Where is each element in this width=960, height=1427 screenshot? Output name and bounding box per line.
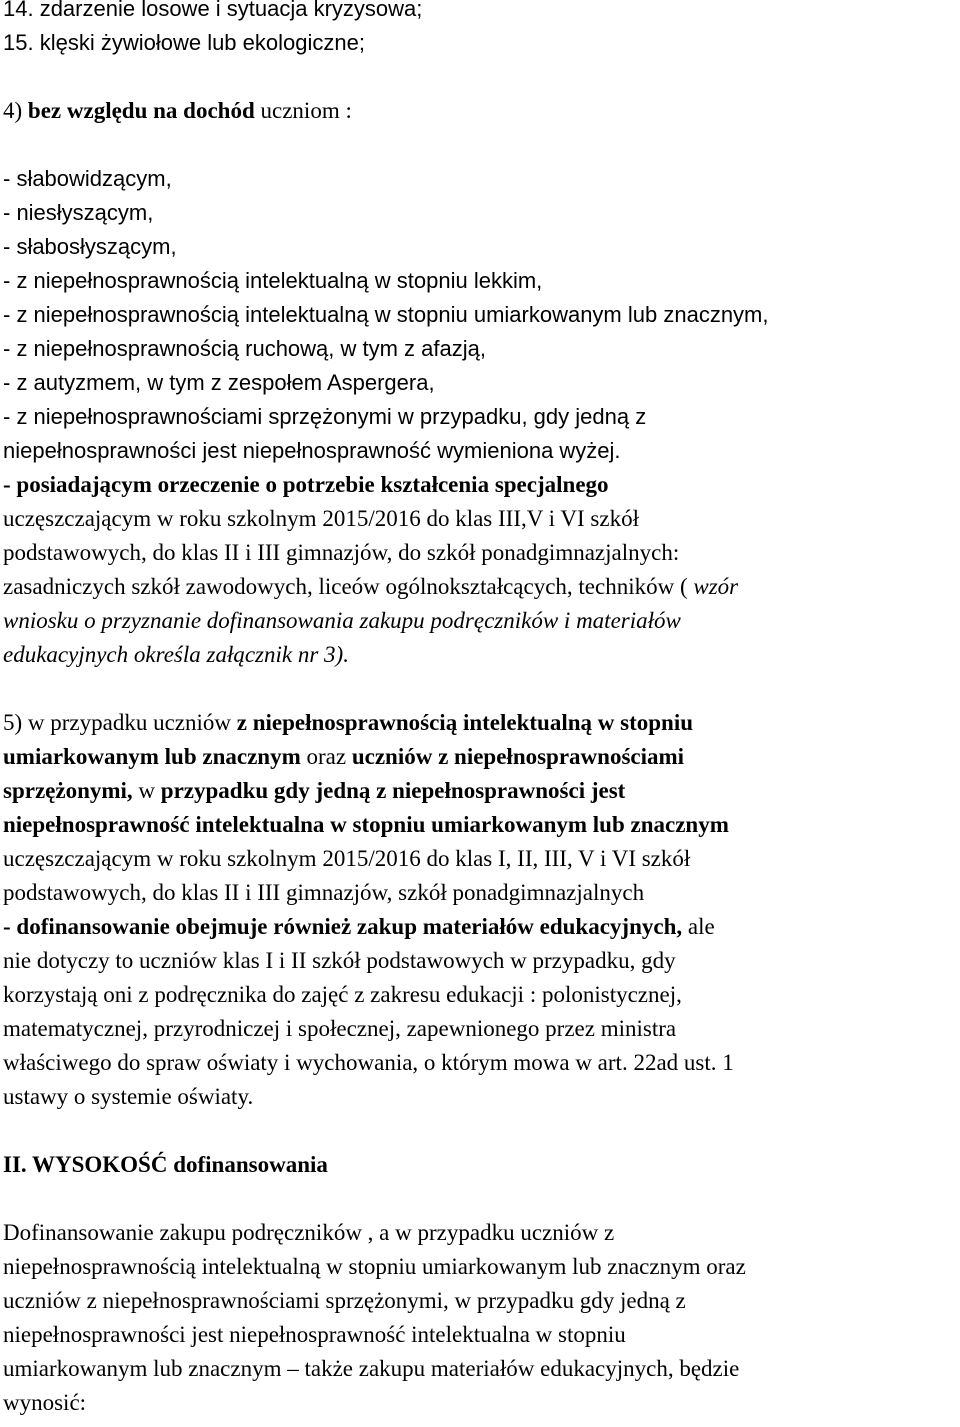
text-bold: umiarkowanym lub znacznym [3,744,301,769]
paragraph-italic: wzór [693,574,739,599]
section-5-line: korzystają oni z podręcznika do zajęć z zakresu edukacji : polonistycznej, [3,982,682,1007]
section-4-heading-bold: bez względu na dochód [27,98,255,123]
section-2-line: niepełnosprawnością intelektualną w stopniu umiarkowanym lub znacznym oraz [3,1254,746,1279]
paragraph-line-italic: edukacyjnych określa załącznik nr 3). [3,642,349,667]
section-2-line: umiarkowanym lub znacznym – także zakupu materiałów edukacyjnych, będzie [3,1356,740,1381]
spacer [3,1182,960,1216]
list-item: - z autyzmem, w tym z zespołem Aspergera, [3,370,435,395]
section-5-line: uczęszczającym w roku szkolnym 2015/2016 do klas I, II, III, V i VI szkół [3,846,691,871]
list-item-15: 15. klęski żywiołowe lub ekologiczne; [3,30,365,55]
list-item: - niesłyszącym, [3,200,154,225]
section-5-line: ustawy o systemie oświaty. [3,1084,254,1109]
section-4-heading [3,94,960,128]
text-bold: z niepełnosprawnością intelektualną w stopniu [236,710,694,735]
list-item: - słabosłyszącym, [3,234,177,259]
section-2-line: wynosić: [3,1390,87,1415]
spacer [3,672,960,706]
text: w [132,778,161,803]
text: oraz [300,744,352,769]
section-5-line [3,910,960,944]
orzeczenie-heading: - posiadającym orzeczenie o potrzebie kształcenia specjalnego [3,472,609,497]
list-item: - z niepełnosprawnościami sprzężonymi w przypadku, gdy jedną z [3,404,647,429]
text-bold: przypadku gdy jedną z niepełnosprawności jest [160,778,626,803]
section-5-line: niepełnosprawność intelektualna w stopniu umiarkowanym lub znacznym [3,812,729,837]
list-item: - z niepełnosprawnością intelektualną w stopniu umiarkowanym lub znacznym, [3,302,769,327]
list-item: niepełnosprawności jest niepełnosprawność wymieniona wyżej. [3,438,621,463]
text-bold: sprzężonymi, [3,778,133,803]
section-2-line: niepełnosprawności jest niepełnosprawność intelektualna w stopniu [3,1322,626,1347]
list-item: - z niepełnosprawnością ruchową, w tym z afazją, [3,336,486,361]
section-5-line [3,706,960,740]
section-5-line: podstawowych, do klas II i III gimnazjów, szkół ponadgimnazjalnych [3,880,645,905]
paragraph-line-italic: wniosku o przyznanie dofinansowania zakupu podręczników i materiałów [3,608,681,633]
paragraph-line: podstawowych, do klas II i III gimnazjów, do szkół ponadgimnazjalnych: [3,540,680,565]
text-bold: - dofinansowanie obejmuje również zakup materiałów edukacyjnych, [3,914,683,939]
list-item: - słabowidzącym, [3,166,172,191]
section-5-line [3,740,960,774]
text: ale [682,914,715,939]
list-item: - z niepełnosprawnością intelektualną w stopniu lekkim, [3,268,543,293]
section-5-line [3,774,960,808]
list-item-14: 14. zdarzenie losowe i sytuacja kryzysowa; [3,0,423,21]
spacer [3,1114,960,1148]
paragraph-line: uczęszczającym w roku szkolnym 2015/2016 do klas III,V i VI szkół [3,506,639,531]
paragraph-text: zasadniczych szkół zawodowych, liceów ogólnokształcących, techników ( [3,574,694,599]
section-2-heading: II. WYSOKOŚĆ dofinansowania [3,1152,328,1177]
section-5-line: nie dotyczy to uczniów klas I i II szkół podstawowych w przypadku, gdy [3,948,676,973]
section-4-number: 4) [3,98,28,123]
section-2-line: uczniów z niepełnosprawnościami sprzężonymi, w przypadku gdy jedną z [3,1288,686,1313]
paragraph-line [3,570,960,604]
section-5-line: właściwego do spraw oświaty i wychowania, o którym mowa w art. 22ad ust. 1 [3,1050,734,1075]
spacer [3,128,960,162]
section-5-line: matematycznej, przyrodniczej i społecznej, zapewnionego przez ministra [3,1016,677,1041]
text-bold: uczniów z niepełnosprawnościami [351,744,685,769]
section-4-heading-rest: uczniom : [254,98,352,123]
text: 5) w przypadku uczniów [3,710,237,735]
spacer [3,60,960,94]
section-2-line: Dofinansowanie zakupu podręczników , a w przypadku uczniów z [3,1220,615,1245]
